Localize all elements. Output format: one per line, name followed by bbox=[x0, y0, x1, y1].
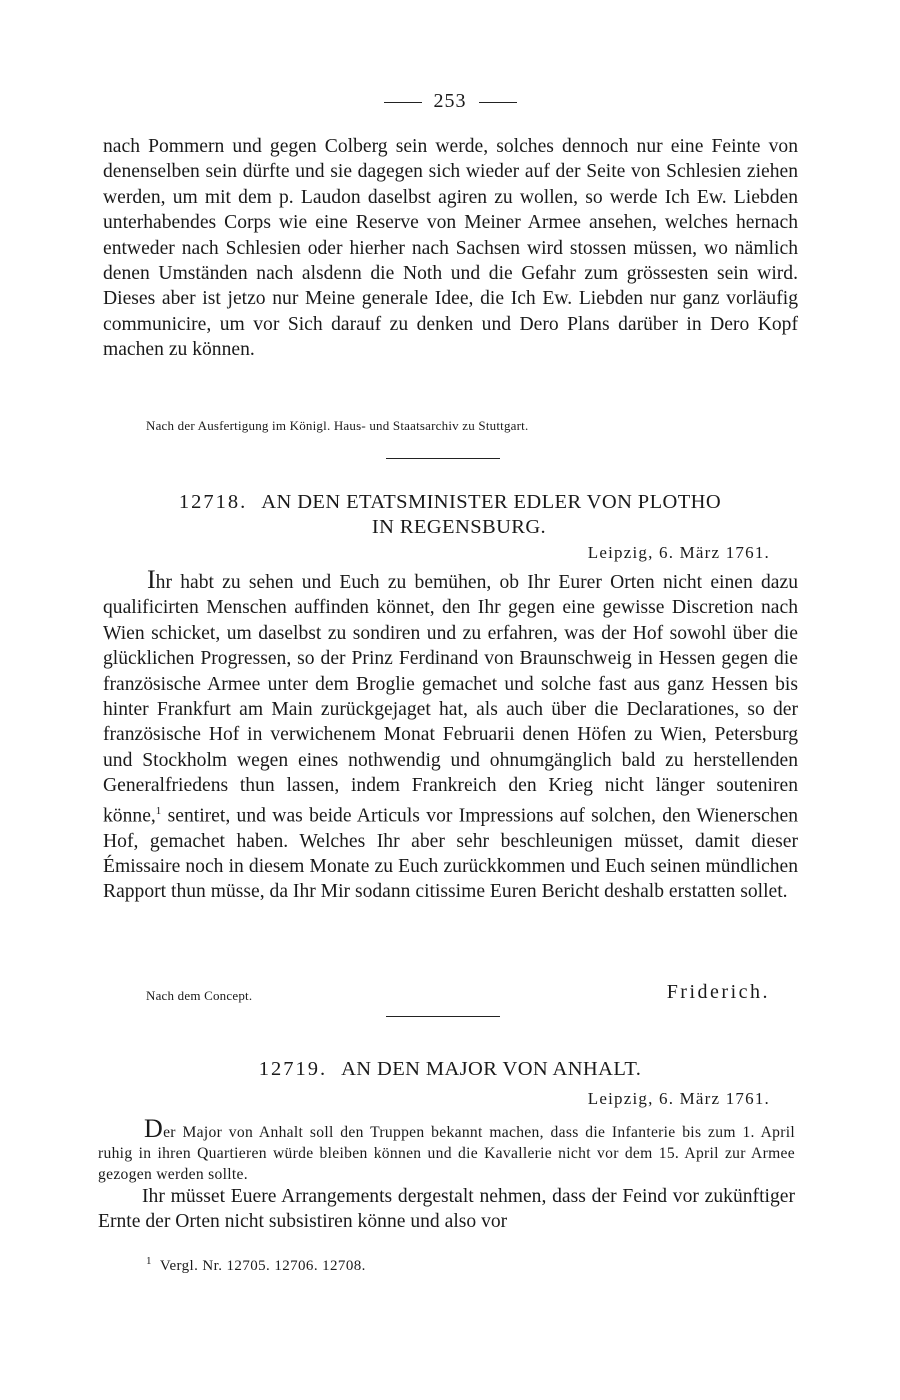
letter-12719-addressee: AN DEN MAJOR VON ANHALT. bbox=[341, 1058, 642, 1080]
letter-12718-initial: I bbox=[147, 565, 156, 594]
footnote-text: Vergl. Nr. 12705. 12706. 12708. bbox=[159, 1258, 366, 1274]
section-divider bbox=[386, 458, 500, 459]
continuation-source-note: Nach der Ausfertigung im Königl. Haus- und Staatsarchiv zu Stuttgart. bbox=[146, 418, 529, 433]
letter-12719-summary-text: er Major von Anhalt soll den Truppen bekannt machen, dass die Infanterie bis zum 1. April ruhig in ihren Quartieren würde bleiben können und die Kavallerie nicht vor dem 15. April zur Armee gezogen werden sollte. bbox=[98, 1124, 795, 1183]
letter-12718-source-note bbox=[146, 988, 252, 1004]
letter-12718-heading-line2: IN REGENSBURG. bbox=[371, 516, 547, 538]
letter-12718-place-date: Leipzig, 6. März 1761. bbox=[587, 543, 770, 562]
page-header bbox=[0, 90, 900, 113]
section-divider-2 bbox=[386, 1016, 500, 1017]
right-dash bbox=[479, 102, 517, 103]
letter-12718-text-continued: sentiret, und was beide Articuls vor Impressions auf solchen, den Wienerschen Hof, gemachet haben. Welches Ihr aber sehr beschleunigen müsset, damit dieser Émissaire noch in diesem Monate zu Euch zurückkommen und Euch seinen mündlichen Rapport thun müsse, da Ihr Mir sodann citissime Euren Bericht deshalb erstatten sollet. bbox=[103, 805, 798, 903]
letter-12719-body: Ihr müsset Euere Arrangements dergestalt nehmen, dass der Feind vor zukünftiger Ernte der Orten nicht subsistiren könne und also vor bbox=[98, 1186, 795, 1233]
left-dash bbox=[384, 102, 422, 103]
footnote-reference: 1 bbox=[155, 804, 162, 817]
letter-12718-number: 12718. bbox=[178, 491, 248, 513]
continuation-paragraph: nach Pommern und gegen Colberg sein werde, solches dennoch nur eine Feinte von denenselben sein dürfte und sie dagegen sich wieder auf der Seite von Schlesien ziehen werden, um mit dem p. Laudon daselbst agiren zu wollen, so werde Ich Ew. Liebden unterhabendes Corps wie eine Reserve von Meiner Armee ansehen, welches hernach entweder nach Schlesien oder hierher nach Sachsen wird stossen müssen, wo nämlich denen Umständen nach alsdenn die Noth und die Gefahr zum grössesten sein wird. Dieses aber ist jetzo nur Meine generale Idee, die Ich Ew. Liebden nur ganz vorläufig communicire, um vor Sich darauf zu denken und Dero Plans darüber in Dero Kopf machen zu können. bbox=[103, 136, 798, 361]
letter-12719-place-date: Leipzig, 6. März 1761. bbox=[587, 1089, 770, 1108]
letter-12718-signature: Friderich. bbox=[666, 981, 770, 1003]
letter-12718-addressee: AN DEN ETATSMINISTER EDLER VON PLOTHO bbox=[261, 491, 722, 513]
footnote bbox=[146, 1255, 366, 1275]
letter-12719-number: 12719. bbox=[258, 1058, 328, 1080]
letter-12719-summary bbox=[98, 1114, 795, 1185]
letter-12718-text: hr habt zu sehen und Euch zu bemühen, ob Ihr Eurer Orten nicht einen dazu qualificirten Menschen auffinden könnet, den Ihr gegen eine gewisse Discretion nach Wien schicket, um daselbst zu sondiren und zu erfahren, was der Hof sowohl über die glücklichen Progressen, so der Prinz Ferdinand von Braunschweig in Hessen gegen die französische Armee unter dem Broglie gemachet und solche fast aus ganz Hessen bis hinter Frankfurt am Main zurückgejaget hat, als auch über die Declarationes, so der französische Hof in verwichenem Monat Februarii denen Höfen zu Wien, Petersburg und Stockholm wegen eines nothwendig und ohnumgänglich bald zu herstellenden Generalfriedens thun lassen, indem Frankreich den Krieg nicht länger souteniren könne, bbox=[103, 572, 798, 827]
letter-12718-body bbox=[103, 565, 798, 905]
letter-12719-initial: D bbox=[144, 1114, 164, 1143]
page-number: 253 bbox=[433, 90, 467, 112]
footnote-mark: 1 bbox=[146, 1255, 152, 1267]
letter-12718-heading bbox=[0, 490, 900, 515]
letter-12719-heading bbox=[0, 1057, 900, 1082]
source-note-text: Nach dem Concept. bbox=[146, 988, 253, 1003]
